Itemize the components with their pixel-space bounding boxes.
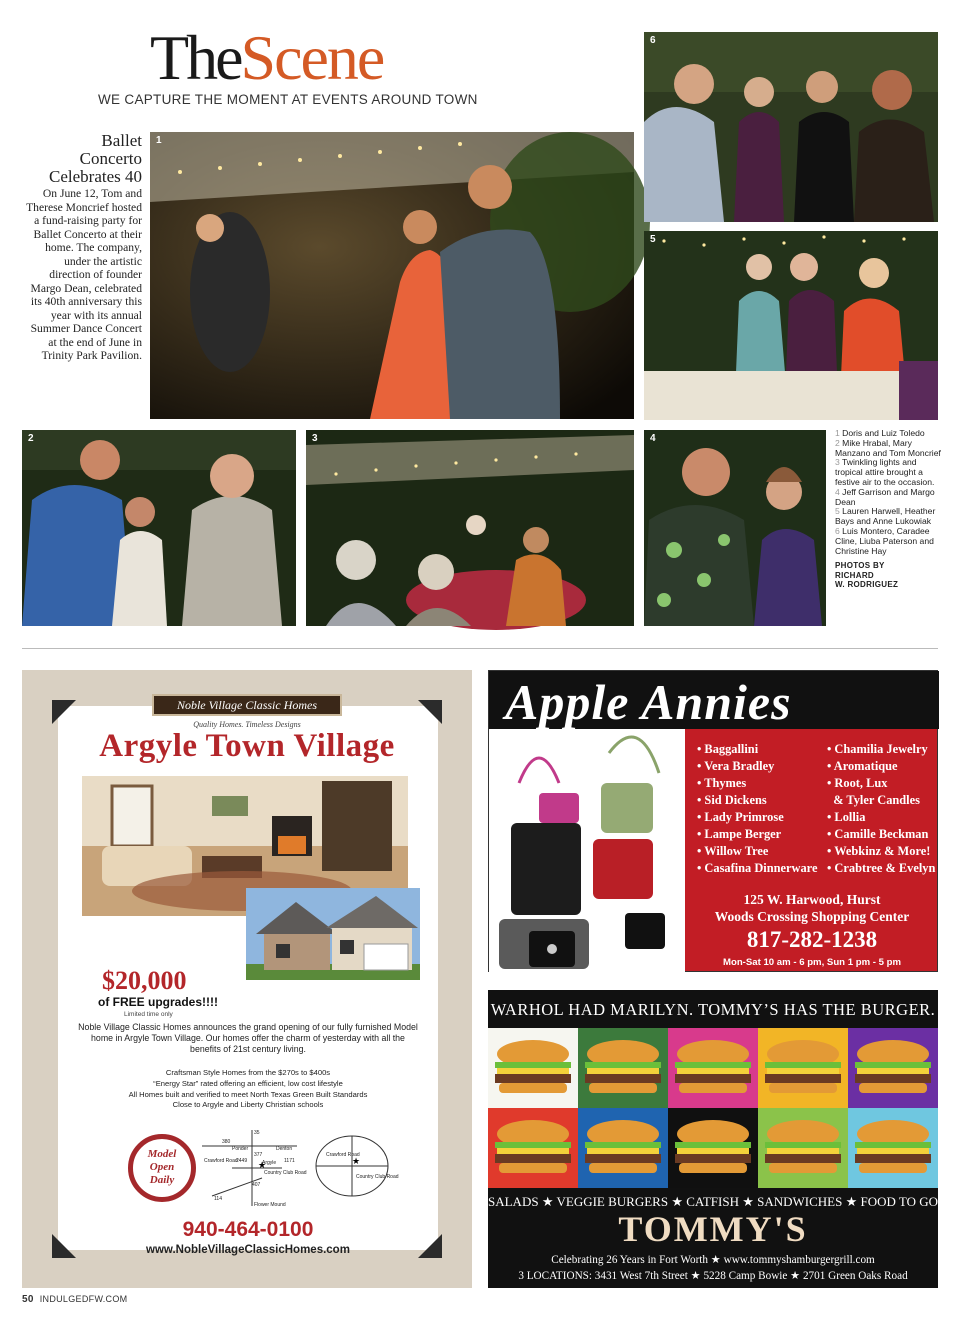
upgrade-text: of FREE upgrades!!!! <box>98 995 218 1009</box>
feature-item: Craftsman Style Homes from the $270s to $400s <box>165 1068 331 1077</box>
map-label: Flower Mound <box>254 1202 286 1208</box>
ad-url[interactable]: www.NobleVillageClassicHomes.com <box>146 1244 350 1256</box>
noble-village-ad[interactable] <box>22 670 472 1288</box>
credit-line: RICHARD <box>835 570 874 580</box>
photo-3-image <box>306 430 634 626</box>
credit-line: W. RODRIGUEZ <box>835 580 899 590</box>
burger-tile <box>668 1028 758 1108</box>
caption-number: 5 <box>835 506 840 517</box>
photo-number: 1 <box>156 135 162 146</box>
house-photo <box>246 888 420 980</box>
photo-1-image <box>150 132 634 419</box>
photo-captions <box>835 429 945 590</box>
burger-tile <box>848 1108 938 1188</box>
map-star-icon: ★ <box>352 1157 361 1167</box>
brand-item: • Crabtree & Evelyn <box>827 861 936 875</box>
caption-number: 2 <box>835 437 840 448</box>
model-open-seal <box>128 1134 196 1202</box>
caption-text: Jeff Garrison and Margo Dean <box>835 486 935 507</box>
photo-6 <box>644 32 938 222</box>
brand-item: • Aromatique <box>827 759 898 773</box>
store-phone[interactable]: 817-282-1238 <box>746 927 878 952</box>
store-name: Apple Annies <box>505 674 792 730</box>
map-star-icon: ★ <box>258 1161 267 1171</box>
limited-note: Limited time only <box>124 1011 173 1018</box>
photo-credit <box>835 561 945 590</box>
burger-tile <box>668 1108 758 1188</box>
store-hours: Mon-Sat 10 am - 6 pm, Sun 1 pm - 5 pm <box>722 957 902 968</box>
article-body: On June 12, Tom and Therese Moncrief hosted a fund-raising party for Ballet Concerto at their home. The company, under the artistic direction of founder Margo Dean, celebrated its 40th anniversary this year with its annual Summer Dance Concert at the end of June in Trinity Park Pavilion. <box>26 187 142 362</box>
handbags-image <box>489 723 685 973</box>
caption <box>835 439 945 459</box>
caption-text: Twinkling lights and tropical attire brought a festive air to the occasion. <box>835 457 935 487</box>
brand-item: • Lampe Berger <box>697 827 782 841</box>
section-logo <box>150 22 384 93</box>
photo-number: 6 <box>650 35 656 46</box>
caption <box>835 458 945 487</box>
map-label: Country Club Road <box>264 1170 307 1176</box>
location-map <box>202 1126 399 1208</box>
logo-scene: Scene <box>240 22 384 93</box>
caption-number: 3 <box>835 457 840 468</box>
map-label: 380 <box>222 1139 231 1145</box>
map-label: 114 <box>214 1196 222 1202</box>
photo-number: 4 <box>650 433 656 444</box>
bags-photo <box>489 723 685 973</box>
section-divider <box>22 648 938 649</box>
burger-tile <box>488 1028 578 1108</box>
photo-1 <box>150 132 634 419</box>
brand-subtitle: Quality Homes. Timeless Designs <box>193 720 301 729</box>
brand-item: • Webkinz & More! <box>827 844 931 858</box>
seal-line: Daily <box>149 1174 175 1186</box>
photo-2 <box>22 430 296 626</box>
page-folio <box>22 1294 127 1305</box>
brand-item: • Chamilia Jewelry <box>827 742 928 756</box>
locations-line: 3 LOCATIONS: 3431 West 7th Street ★ 5228 Camp Bowie ★ 2701 Green Oaks Road <box>518 1270 908 1282</box>
burger-tile <box>758 1108 848 1188</box>
brand-item: • Root, Lux <box>827 776 888 790</box>
brand-item: • Lady Primrose <box>697 810 784 824</box>
article-title-line: Concerto <box>79 149 142 168</box>
apple-annies-ad[interactable] <box>488 670 938 972</box>
burger-pop-art-grid <box>488 1028 938 1188</box>
caption <box>835 507 945 527</box>
caption-text: Luis Montero, Caradee Cline, Liuba Paterson and Christine Hay <box>835 525 934 556</box>
feature-item: Close to Argyle and Liberty Christian schools <box>172 1100 324 1110</box>
map-label: Crawford Road <box>326 1152 360 1158</box>
map-label: 1171 <box>284 1158 295 1164</box>
photo-number: 5 <box>650 234 656 245</box>
caption-number: 6 <box>835 525 840 536</box>
brand-item: & Tyler Candles <box>827 793 920 807</box>
brand-item: • Vera Bradley <box>697 759 775 773</box>
burger-tile <box>848 1028 938 1108</box>
menu-items: SALADS ★ VEGGIE BURGERS ★ CATFISH ★ SANDWICHES ★ FOOD TO GO <box>488 1194 939 1209</box>
burger-tile <box>578 1028 668 1108</box>
brand-item: • Sid Dickens <box>697 793 767 807</box>
brand-badge: Noble Village Classic Homes <box>152 694 342 716</box>
masthead <box>98 22 530 110</box>
photo-number: 2 <box>28 433 34 444</box>
map-label: 407 <box>252 1182 261 1188</box>
celebrating-line: Celebrating 26 Years in Fort Worth ★ www.tommyshamburgergrill.com <box>551 1254 875 1266</box>
brand-item: • Casafina Dinnerware <box>697 861 818 875</box>
address-line: 125 W. Harwood, Hurst <box>743 892 881 907</box>
restaurant-name: TOMMY'S <box>618 1209 808 1249</box>
map-label: 2449 <box>236 1158 248 1164</box>
page-number: 50 <box>22 1294 34 1305</box>
brand-item: • Lollia <box>827 810 866 824</box>
burger-tile <box>758 1028 848 1108</box>
tommys-ad[interactable] <box>488 990 938 1288</box>
feature-item: “Energy Star” rated offering an efficient, low cost lifestyle <box>153 1078 343 1088</box>
credit-line: PHOTOS BY <box>835 561 885 571</box>
map-label: Denton <box>276 1146 293 1152</box>
feature-list <box>78 1068 418 1111</box>
photo-3 <box>306 430 634 626</box>
article-title-line: Ballet <box>101 131 142 150</box>
caption-text: Mike Hrabal, Mary Manzano and Tom Moncrief <box>835 437 941 458</box>
feature-item: All Homes built and verified to meet North Texas Green Built Standards <box>128 1089 368 1099</box>
ad-phone[interactable]: 940-464-0100 <box>182 1218 314 1241</box>
caption <box>835 527 945 556</box>
ad-title: Argyle Town Village <box>99 728 395 764</box>
seal-line: Model <box>147 1148 177 1160</box>
store-address <box>685 891 939 925</box>
map-label: Ponder <box>232 1146 249 1152</box>
burger-tile <box>488 1108 578 1188</box>
map-label: Argyle <box>262 1160 277 1166</box>
photo-number: 3 <box>312 433 318 444</box>
brand-list-right <box>827 741 935 877</box>
map-label: 377 <box>254 1152 263 1158</box>
caption-text: Doris and Luiz Toledo <box>842 428 925 438</box>
address-line: Woods Crossing Shopping Center <box>714 909 910 924</box>
brand-item: • Camille Beckman <box>827 827 929 841</box>
caption-text: Lauren Harwell, Heather Bays and Anne Lukowiak <box>835 506 936 527</box>
caption-number: 4 <box>835 486 840 497</box>
brand-item: • Baggallini <box>697 742 759 756</box>
article-title-line: Celebrates 40 <box>49 167 142 186</box>
photo-5-image <box>644 231 938 420</box>
caption-number: 1 <box>835 428 840 438</box>
brand-item: • Thymes <box>697 776 747 790</box>
map-label: Country Club Road <box>356 1174 399 1180</box>
photo-5 <box>644 231 938 420</box>
map-label: 35 <box>254 1130 260 1136</box>
logo-the: The <box>150 22 241 93</box>
photo-6-image <box>644 32 938 222</box>
photo-4-image <box>644 430 826 626</box>
brand-list-left <box>697 741 817 877</box>
article-title <box>22 132 142 186</box>
ad-headline: WARHOL HAD MARILYN. TOMMY’S HAS THE BURGER. <box>490 1000 936 1019</box>
map-label: Crawford Road <box>204 1158 238 1164</box>
ad-body: Noble Village Classic Homes announces the grand opening of our fully furnished Model home in Argyle Town Village. Our homes offer the charm of yesterday with all the benefits of 21st century living. <box>78 1022 418 1054</box>
seal-line: Open <box>149 1161 175 1173</box>
article <box>22 132 142 363</box>
section-tagline: WE CAPTURE THE MOMENT AT EVENTS AROUND TOWN <box>98 92 478 107</box>
photo-4 <box>644 430 826 626</box>
brand-item: • Willow Tree <box>697 844 769 858</box>
burger-tile <box>578 1108 668 1188</box>
photo-2-image <box>22 430 296 626</box>
upgrade-amount: $20,000 <box>102 966 187 995</box>
caption <box>835 488 945 508</box>
site-name: INDULGEDFW.COM <box>39 1294 128 1304</box>
